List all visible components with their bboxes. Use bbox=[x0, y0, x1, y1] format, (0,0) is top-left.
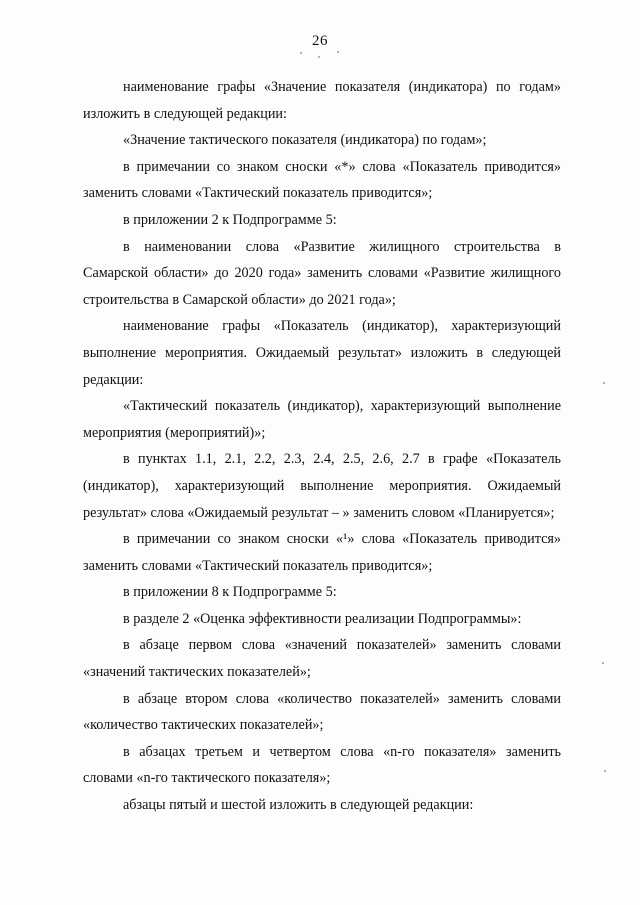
scan-speck bbox=[602, 662, 604, 664]
paragraph-4: в приложении 2 к Подпрограмме 5: bbox=[123, 211, 337, 228]
paragraph-11: в разделе 2 «Оценка эффективности реализации Подпрограммы»: bbox=[123, 610, 522, 627]
scan-speck bbox=[300, 52, 302, 54]
paragraph-9: в примечании со знаком сноски «¹» слова «Показатель приводится» заменить словами «Тактический показатель приводится»; bbox=[83, 531, 561, 574]
paragraph-5: в наименовании слова «Развитие жилищного строительства в Самарской области» до 2020 года» заменить словами «Развитие жилищного строительства в Самарской области» до 2021 года»; bbox=[83, 238, 561, 308]
scan-speck bbox=[318, 56, 320, 58]
paragraph-15: абзацы пятый и шестой изложить в следующей редакции: bbox=[123, 797, 474, 814]
scan-speck bbox=[603, 382, 605, 384]
paragraph-8: в пунктах 1.1, 2.1, 2.2, 2.3, 2.4, 2.5, 2.6, 2.7 в графе «Показатель (индикатор), характеризующий выполнение мероприятия. Ожидаемый результат» слова «Ожидаемый результат – » заменить словом «Планируется»; bbox=[83, 451, 561, 521]
paragraph-7: «Тактический показатель (индикатор), характеризующий выполнение мероприятия (мероприятий)»; bbox=[83, 398, 561, 441]
scan-speck bbox=[604, 770, 606, 772]
paragraph-1: наименование графы «Значение показателя (индикатора) по годам» изложить в следующей редакции: bbox=[83, 79, 561, 122]
paragraph-2: «Значение тактического показателя (индикатора) по годам»; bbox=[123, 132, 487, 149]
paragraph-10: в приложении 8 к Подпрограмме 5: bbox=[123, 584, 337, 601]
page-number: 26 bbox=[312, 33, 328, 49]
paragraph-12: в абзаце первом слова «значений показателей» заменить словами «значений тактических показателей»; bbox=[83, 637, 561, 681]
scan-speck bbox=[337, 51, 339, 53]
paragraph-14: в абзацах третьем и четвертом слова «n-го показателя» заменить словами «n-го тактического показателя»; bbox=[83, 743, 561, 787]
paragraph-13: в абзаце втором слова «количество показателей» заменить словами «количество тактических показателей»; bbox=[83, 690, 561, 734]
paragraph-3: в примечании со знаком сноски «*» слова «Показатель приводится» заменить словами «Тактический показатель приводится»; bbox=[83, 158, 561, 202]
document-body bbox=[83, 74, 561, 819]
paragraph-6: наименование графы «Показатель (индикатор), характеризующий выполнение мероприятия. Ожидаемый результат» изложить в следующей редакции: bbox=[83, 318, 561, 388]
